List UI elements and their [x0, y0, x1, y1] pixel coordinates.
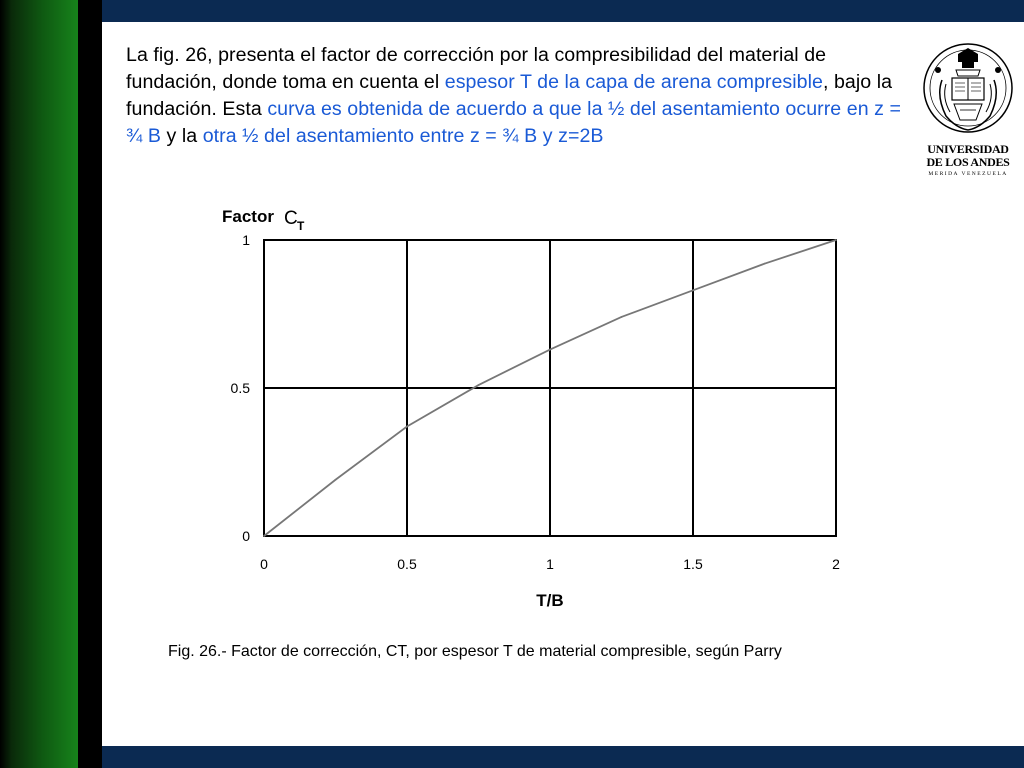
data-point [764, 263, 766, 265]
paragraph-text-2: , bajo la fundación. Esta [126, 71, 893, 120]
data-point [692, 289, 694, 291]
y-axis-label: Factor [222, 207, 274, 226]
data-point [835, 239, 837, 241]
x-tick-label: 0 [260, 556, 268, 572]
left-green-bar [0, 0, 78, 768]
y-axis-symbol: C [284, 208, 298, 229]
y-tick-label: 0 [242, 528, 250, 544]
data-point [621, 316, 623, 318]
paragraph-text-3: y la [161, 125, 203, 147]
paragraph-text-1: La fig. 26, presenta el factor de corrección por la compresibilidad del material de fundación, donde toma en cuenta el [126, 44, 827, 93]
paragraph-highlight-3: otra ½ del asentamiento entre z = ¾ B y z=2B [202, 125, 604, 147]
data-point [549, 349, 551, 351]
paragraph-highlight-2: curva es obtenida de acuerdo a que la ½ del asentamiento ocurre en z = ¾ B [126, 98, 901, 147]
y-axis-symbol-subscript: T [297, 219, 305, 233]
body-paragraph [126, 42, 916, 150]
x-tick-label: 1 [546, 556, 554, 572]
logo-line-1: UNIVERSIDAD [927, 142, 1009, 156]
figure-caption: Fig. 26.- Factor de corrección, CT, por espesor T de material compresible, según Parry [168, 643, 782, 660]
data-point [406, 426, 408, 428]
y-tick-label: 0.5 [230, 380, 250, 396]
logo-line-3: MERIDA VENEZUELA [928, 171, 1008, 177]
paragraph-highlight-1: espesor T de la capa de arena compresible [444, 71, 823, 93]
bottom-band [102, 746, 1024, 768]
x-tick-label: 0.5 [397, 556, 417, 572]
logo-line-2: DE LOS ANDES [926, 155, 1010, 169]
top-band [102, 0, 1024, 22]
correction-factor-chart [210, 198, 850, 618]
data-point [263, 535, 265, 537]
university-logo [918, 40, 1018, 182]
data-point [335, 479, 337, 481]
university-seal-icon [918, 40, 1018, 140]
x-tick-label: 1.5 [683, 556, 703, 572]
data-point [478, 384, 480, 386]
left-black-strip [78, 0, 102, 768]
x-axis-label: T/B [536, 591, 564, 610]
x-tick-label: 2 [832, 556, 840, 572]
y-tick-label: 1 [242, 232, 250, 248]
